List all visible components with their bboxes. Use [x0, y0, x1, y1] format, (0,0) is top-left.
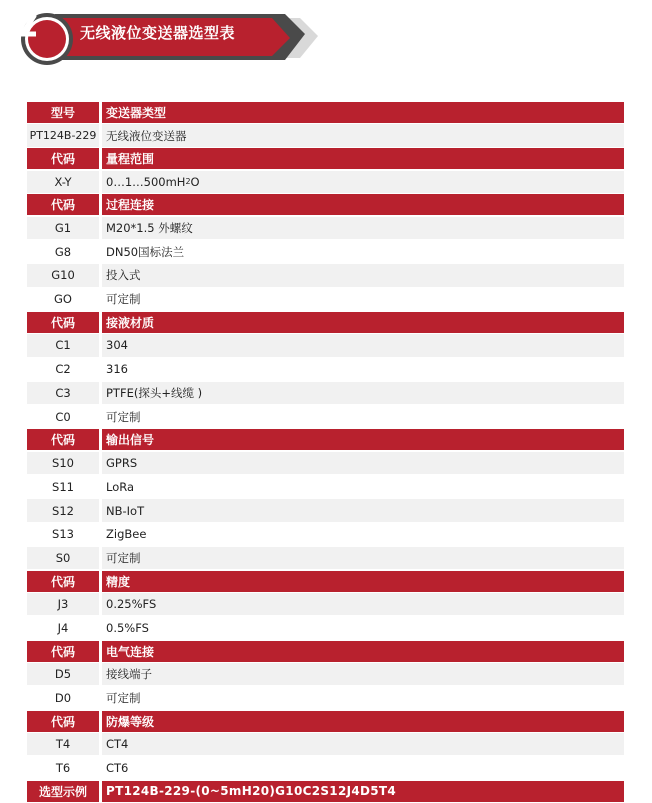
row-desc: PTFE(探头+线缆 ) [102, 382, 624, 404]
row-desc: 可定制 [102, 288, 624, 310]
row-code: D5 [27, 663, 99, 685]
section-title: 过程连接 [102, 194, 624, 215]
section-header-row [27, 711, 624, 732]
row-desc: 可定制 [102, 406, 624, 428]
row-desc: 316 [102, 358, 624, 380]
row-code: G1 [27, 217, 99, 239]
row-code: S0 [27, 547, 99, 569]
section-title: 输出信号 [102, 429, 624, 450]
table-row [27, 523, 624, 545]
row-code: J3 [27, 593, 99, 615]
row-code: S10 [27, 452, 99, 474]
row-desc: ZigBee [102, 523, 624, 545]
table-row [27, 733, 624, 755]
page-title: 无线液位变送器选型表 [80, 24, 236, 42]
model-desc: 无线液位变送器 [102, 124, 624, 146]
row-code: G10 [27, 264, 99, 286]
table-row [27, 757, 624, 779]
section-code-label: 代码 [27, 711, 99, 732]
row-desc-tail: O [190, 174, 200, 189]
row-code: S11 [27, 476, 99, 498]
section-code-label: 代码 [27, 429, 99, 450]
section-code-label: 代码 [27, 571, 99, 592]
header-desc: 变送器类型 [102, 102, 624, 123]
section-code-label: 代码 [27, 148, 99, 169]
header-code: 型号 [27, 102, 99, 123]
row-desc-sub: 2 [185, 177, 191, 187]
row-code: S12 [27, 499, 99, 521]
example-row [27, 781, 624, 802]
header-row [27, 102, 624, 123]
section-header-row [27, 429, 624, 450]
row-desc: CT4 [102, 733, 624, 755]
row-code: C0 [27, 406, 99, 428]
row-code: J4 [27, 617, 99, 639]
row-code: C2 [27, 358, 99, 380]
row-code: C1 [27, 334, 99, 356]
selection-table [27, 102, 624, 803]
table-row [27, 241, 624, 263]
table-row [27, 476, 624, 498]
table-row [27, 663, 624, 685]
row-desc: 304 [102, 334, 624, 356]
section-code-label: 代码 [27, 312, 99, 333]
row-desc [102, 171, 624, 193]
model-code: PT124B-229 [27, 124, 99, 146]
row-desc: M20*1.5 外螺纹 [102, 217, 624, 239]
table-row [27, 288, 624, 310]
row-code: G8 [27, 241, 99, 263]
row-desc: NB-IoT [102, 499, 624, 521]
row-desc: DN50国标法兰 [102, 241, 624, 263]
row-code: C3 [27, 382, 99, 404]
table-row [27, 264, 624, 286]
row-desc: LoRa [102, 476, 624, 498]
row-code: S13 [27, 523, 99, 545]
row-code: X-Y [27, 171, 99, 193]
table-row [27, 406, 624, 428]
section-header-row [27, 312, 624, 333]
row-code: T4 [27, 733, 99, 755]
example-label: 选型示例 [27, 781, 99, 802]
section-header-row [27, 148, 624, 169]
row-code: T6 [27, 757, 99, 779]
row-desc: 0.25%FS [102, 593, 624, 615]
row-desc: GPRS [102, 452, 624, 474]
table-row [27, 617, 624, 639]
row-desc: 可定制 [102, 547, 624, 569]
section-code-label: 代码 [27, 641, 99, 662]
row-desc: 可定制 [102, 687, 624, 709]
row-code: GO [27, 288, 99, 310]
section-title: 精度 [102, 571, 624, 592]
table-row [27, 358, 624, 380]
table-row [27, 382, 624, 404]
table-sections [27, 148, 624, 779]
table-row [27, 452, 624, 474]
row-desc: 接线端子 [102, 663, 624, 685]
table-row [27, 547, 624, 569]
table-row [27, 217, 624, 239]
section-title: 电气连接 [102, 641, 624, 662]
section-title: 接液材质 [102, 312, 624, 333]
row-desc: 0.5%FS [102, 617, 624, 639]
row-code: D0 [27, 687, 99, 709]
example-value: PT124B-229-(0~5mH20)G10C2S12J4D5T4 [102, 781, 624, 802]
section-title: 防爆等级 [102, 711, 624, 732]
table-row [27, 334, 624, 356]
model-row [27, 124, 624, 146]
section-header-row [27, 571, 624, 592]
row-desc: CT6 [102, 757, 624, 779]
table-row [27, 687, 624, 709]
section-title: 量程范围 [102, 148, 624, 169]
section-code-label: 代码 [27, 194, 99, 215]
row-desc: 投入式 [102, 264, 624, 286]
table-row [27, 593, 624, 615]
title-banner [0, 0, 652, 70]
section-header-row [27, 194, 624, 215]
table-row [27, 499, 624, 521]
brand-logo-icon [0, 0, 50, 50]
section-header-row [27, 641, 624, 662]
row-desc-main: 0…1…500mH [106, 174, 186, 189]
table-row [27, 171, 624, 193]
